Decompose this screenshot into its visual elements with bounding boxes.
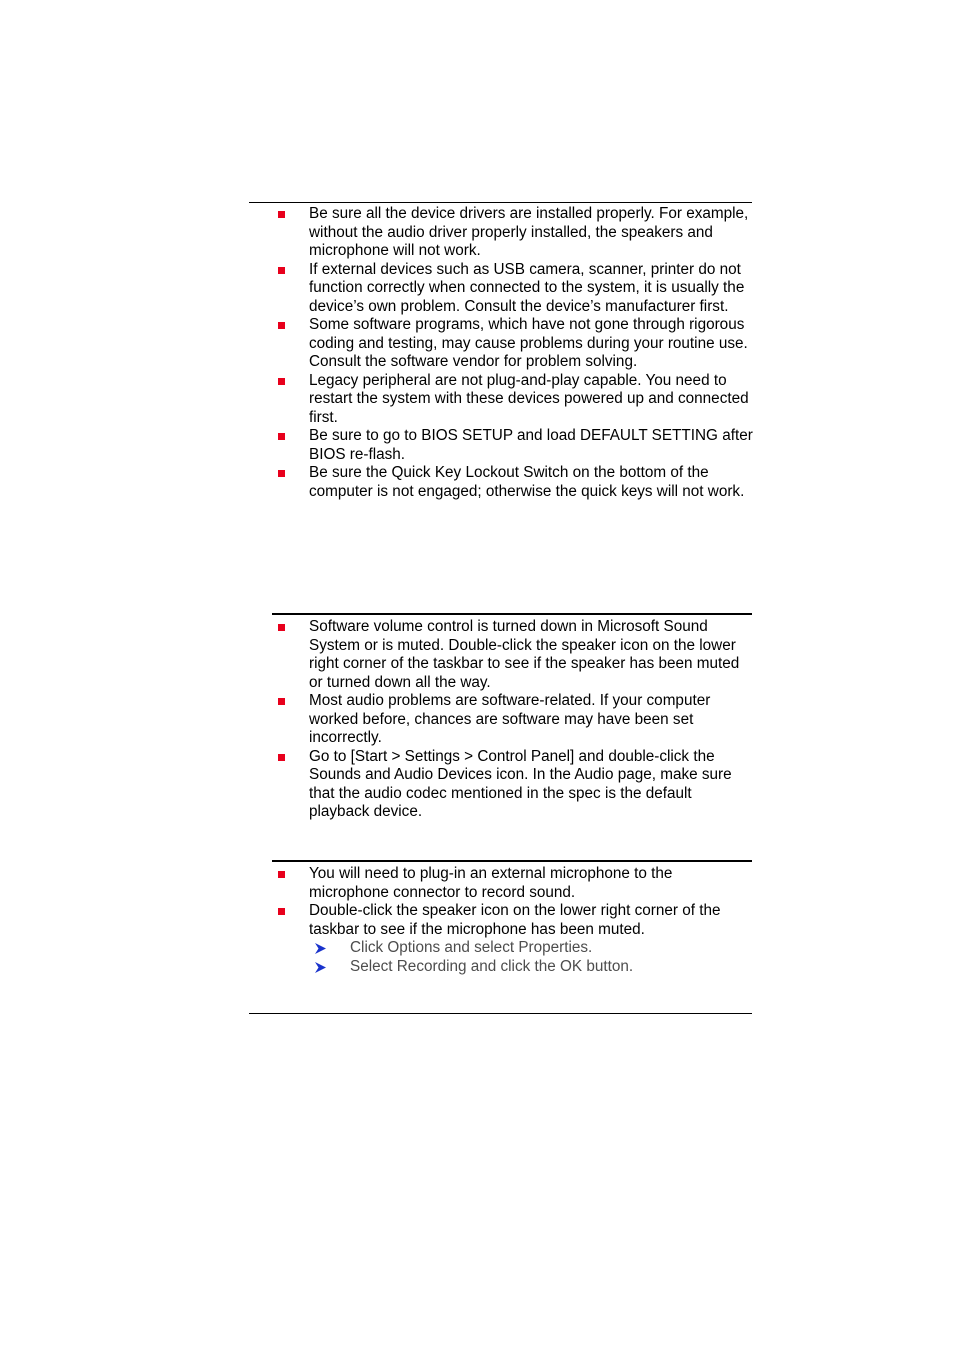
red-square-bullet-icon: [278, 378, 285, 385]
sub-list-item-text: Click Options and select Properties.: [350, 939, 593, 956]
list-item: [274, 692, 754, 748]
list-item-text: Most audio problems are software-related. If your computer worked before, chances are software may have been set incorrectly.: [309, 692, 711, 746]
sub-list-item: [309, 958, 754, 977]
red-square-bullet-icon: [278, 624, 285, 631]
list-item: [274, 316, 754, 372]
list-item-text: Be sure to go to BIOS SETUP and load DEFAULT SETTING after BIOS re-flash.: [309, 427, 753, 463]
red-square-bullet-icon: [278, 871, 285, 878]
list-item: [274, 618, 754, 692]
red-square-bullet-icon: [278, 754, 285, 761]
section-3-list: [274, 865, 754, 976]
section-1-list: [274, 205, 754, 501]
section-1-top-rule: [249, 202, 752, 203]
list-item-text: You will need to plug-in an external microphone to the microphone connector to record sound.: [309, 865, 673, 901]
list-item: [274, 902, 754, 976]
list-item-text: Legacy peripheral are not plug-and-play capable. You need to restart the system with these devices powered up and connected first.: [309, 371, 749, 426]
red-square-bullet-icon: [278, 908, 285, 915]
sub-list: [309, 939, 754, 976]
list-item-text: Software volume control is turned down in Microsoft Sound System or is muted. Double-click the speaker icon on the lower right corner of the taskbar to see if the speaker has been muted or turned down all the way.: [309, 618, 740, 691]
red-square-bullet-icon: [278, 267, 285, 274]
section-end-rule: [249, 1013, 752, 1014]
section-2-list: [274, 618, 754, 822]
red-square-bullet-icon: [278, 698, 285, 705]
list-item: [274, 748, 754, 822]
list-item: [274, 205, 754, 261]
list-item: [274, 464, 754, 501]
list-item-text: Be sure all the device drivers are installed properly. For example, without the audio driver properly installed, the speakers and microphone will not work.: [309, 205, 749, 259]
list-item-text: Be sure the Quick Key Lockout Switch on the bottom of the computer is not engaged; otherwise the quick keys will not work.: [309, 464, 745, 500]
list-item-text: Double-click the speaker icon on the lower right corner of the taskbar to see if the microphone has been muted.: [309, 902, 721, 938]
red-square-bullet-icon: [278, 211, 285, 218]
red-square-bullet-icon: [278, 433, 285, 440]
list-item: [274, 865, 754, 902]
section-2-top-rule: [272, 613, 752, 615]
list-item-text: Go to [Start > Settings > Control Panel] and double-click the Sounds and Audio Devices icon. In the Audio page, make sure that the audio codec mentioned in the spec is the default playback device.: [309, 747, 732, 820]
list-item: [274, 427, 754, 464]
red-square-bullet-icon: [278, 470, 285, 477]
section-3-top-rule: [272, 860, 752, 862]
red-square-bullet-icon: [278, 322, 285, 329]
list-item: [274, 372, 754, 428]
arrow-right-icon: [314, 961, 327, 974]
sub-list-item-text: Select Recording and click the OK button.: [350, 957, 634, 975]
arrow-right-icon: [314, 942, 327, 955]
list-item-text: If external devices such as USB camera, scanner, printer do not function correctly when connected to the system, it is usually the device’s own problem. Consult the device’s manufacturer first.: [309, 260, 745, 315]
sub-list-item: [309, 939, 754, 958]
list-item: [274, 261, 754, 317]
list-item-text: Some software programs, which have not gone through rigorous coding and testing, may cause problems during your routine use. Consult the software vendor for problem solving.: [309, 316, 748, 370]
